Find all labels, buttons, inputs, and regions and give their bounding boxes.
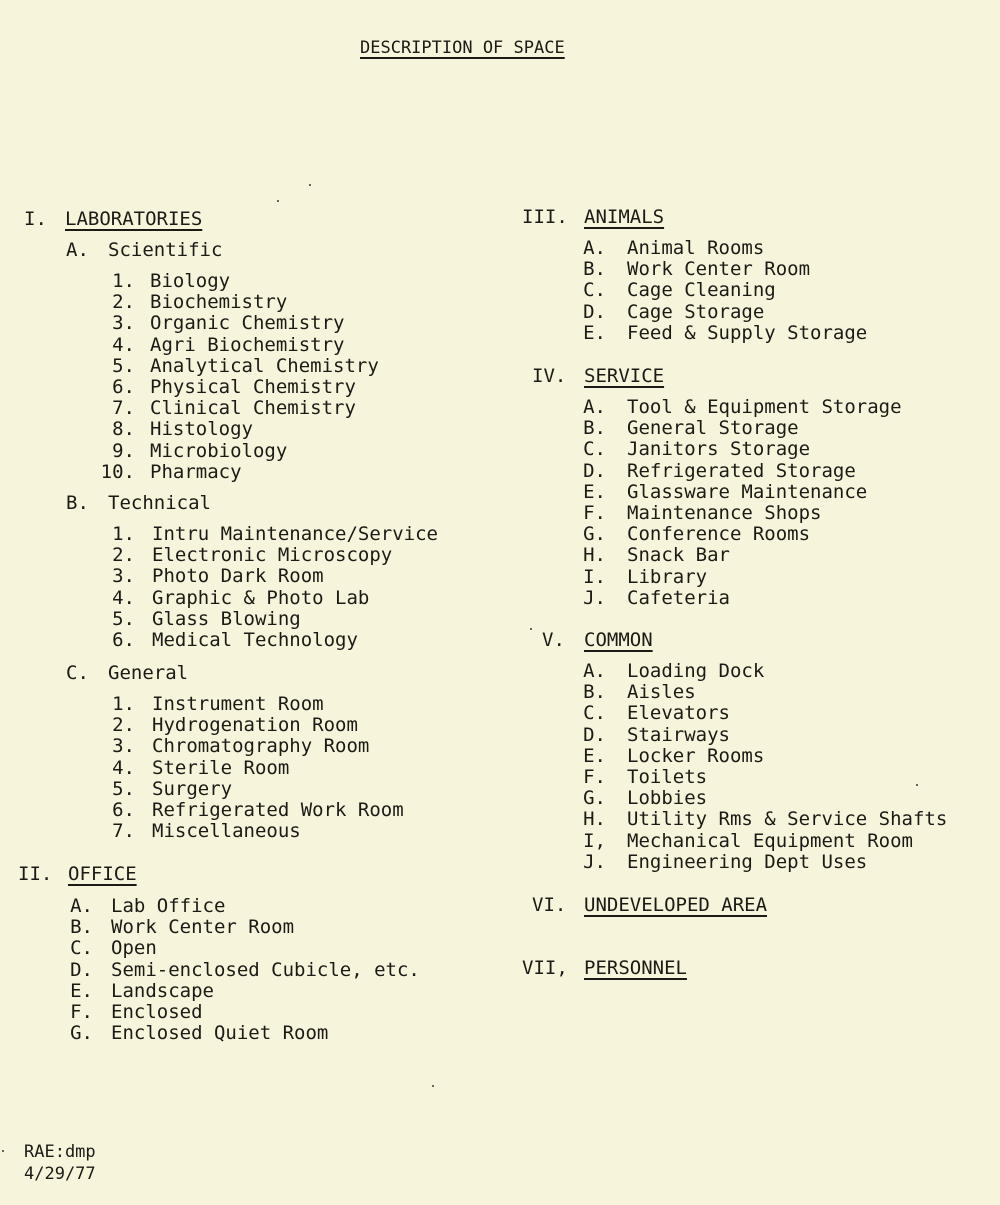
- list-item-label: Work Center Room: [111, 916, 295, 939]
- list-item-label: Mechanical Equipment Room: [627, 829, 913, 852]
- list-item-label: Histology: [150, 418, 253, 441]
- scan-speck: [916, 784, 918, 786]
- list-item-marker: F.: [583, 502, 606, 524]
- list-item-label: Clinical Chemistry: [150, 397, 356, 420]
- list-item-label: Animal Rooms: [627, 237, 765, 259]
- list-item-marker: 3.: [112, 565, 135, 588]
- list-item-marker: E.: [583, 480, 606, 503]
- scan-speck: [309, 184, 311, 186]
- list-item-label: Microbiology: [150, 439, 288, 462]
- list-item-marker: J.: [583, 850, 606, 873]
- list-item-label: General Storage: [627, 417, 799, 440]
- list-item-label: Biology: [150, 270, 231, 292]
- list-item-marker: 5.: [112, 607, 135, 630]
- list-item-marker: E.: [583, 321, 606, 344]
- section-heading-laboratories: LABORATORIES: [65, 208, 203, 230]
- subsection-heading-technical: Technical: [108, 492, 211, 514]
- list-item-marker: F.: [583, 766, 606, 788]
- list-item-label: Photo Dark Room: [152, 565, 324, 588]
- list-item-marker: G.: [70, 1022, 93, 1045]
- list-item-label: Conference Rooms: [627, 523, 811, 546]
- section-numeral: VII,: [522, 957, 568, 979]
- list-item-label: Electronic Microscopy: [152, 544, 393, 567]
- list-item-label: Physical Chemistry: [150, 376, 356, 398]
- list-item-label: Open: [111, 937, 157, 960]
- list-item-label: Sterile Room: [152, 756, 290, 779]
- list-item-marker: J.: [583, 586, 606, 609]
- scan-speck: [432, 1085, 434, 1087]
- list-item-marker: 8.: [112, 418, 135, 441]
- list-item-marker: 4.: [112, 586, 135, 609]
- subsection-heading-general: General: [108, 662, 189, 684]
- list-item-label: Refrigerated Storage: [627, 459, 856, 482]
- list-item-marker: 2.: [112, 544, 135, 567]
- section-numeral: V.: [542, 629, 565, 651]
- list-item-marker: C.: [583, 438, 606, 461]
- section-numeral: IV.: [532, 365, 567, 387]
- list-item-label: Medical Technology: [152, 629, 358, 651]
- list-item-marker: I.: [583, 565, 606, 588]
- list-item-marker: E.: [70, 979, 93, 1002]
- scan-speck: [277, 200, 279, 202]
- list-item-marker: 1.: [112, 693, 135, 715]
- list-item-marker: D.: [70, 958, 93, 981]
- section-numeral: II.: [18, 863, 53, 885]
- list-item-label: Enclosed Quiet Room: [111, 1022, 329, 1045]
- list-item-marker: D.: [583, 459, 606, 482]
- section-numeral: VI.: [532, 894, 567, 916]
- list-item-marker: 1.: [112, 270, 135, 292]
- scan-speck: [2, 1150, 4, 1152]
- list-item-label: Enclosed: [111, 1001, 203, 1023]
- list-item-marker: B.: [583, 681, 606, 704]
- section-heading-service: SERVICE: [584, 365, 665, 387]
- list-item-label: Miscellaneous: [152, 820, 301, 843]
- list-item-label: Organic Chemistry: [150, 312, 345, 335]
- list-item-label: Landscape: [111, 979, 214, 1002]
- list-item-label: Lobbies: [627, 787, 708, 810]
- list-item-marker: C.: [583, 279, 606, 302]
- scan-speck: [530, 628, 532, 630]
- list-item-marker: C.: [70, 937, 93, 960]
- list-item-label: Semi-enclosed Cubicle, etc.: [111, 958, 420, 981]
- list-item-marker: D.: [583, 723, 606, 746]
- list-item-marker: 9.: [112, 439, 135, 462]
- list-item-label: Engineering Dept Uses: [627, 850, 868, 873]
- list-item-marker: 10.: [100, 460, 135, 483]
- section-numeral: III.: [522, 206, 568, 228]
- list-item-label: Intru Maintenance/Service: [152, 523, 438, 545]
- list-item-label: Agri Biochemistry: [150, 333, 345, 356]
- list-item-label: Cage Storage: [627, 300, 765, 323]
- list-item-marker: A.: [70, 895, 93, 917]
- list-item-marker: H.: [583, 808, 606, 831]
- list-item-marker: B.: [70, 916, 93, 939]
- list-item-label: Lab Office: [111, 895, 226, 917]
- list-item-marker: G.: [583, 523, 606, 546]
- footer-date: 4/29/77: [24, 1164, 96, 1184]
- list-item-label: Elevators: [627, 702, 730, 725]
- subsection-letter: A.: [66, 239, 89, 261]
- list-item-label: Glass Blowing: [152, 607, 301, 630]
- section-numeral: I.: [24, 208, 47, 230]
- list-item-label: Chromatography Room: [152, 735, 370, 758]
- list-item-marker: A.: [583, 237, 606, 259]
- list-item-label: Toilets: [627, 766, 708, 788]
- list-item-label: Locker Rooms: [627, 744, 765, 767]
- list-item-label: Snack Bar: [627, 544, 730, 567]
- list-item-marker: 2.: [112, 714, 135, 737]
- list-item-marker: H.: [583, 544, 606, 567]
- list-item-label: Stairways: [627, 723, 730, 746]
- list-item-label: Loading Dock: [627, 660, 765, 682]
- list-item-marker: F.: [70, 1001, 93, 1023]
- subsection-letter: B.: [66, 492, 89, 514]
- list-item-marker: D.: [583, 300, 606, 323]
- list-item-marker: 4.: [112, 333, 135, 356]
- list-item-label: Tool & Equipment Storage: [627, 396, 902, 418]
- footer-initials: RAE:dmp: [24, 1142, 96, 1162]
- section-heading-animals: ANIMALS: [584, 206, 665, 228]
- list-item-label: Refrigerated Work Room: [152, 799, 404, 821]
- list-item-marker: 2.: [112, 291, 135, 314]
- list-item-marker: G.: [583, 787, 606, 810]
- list-item-label: Hydrogenation Room: [152, 714, 358, 737]
- list-item-marker: 3.: [112, 312, 135, 335]
- section-heading-office: OFFICE: [68, 863, 137, 885]
- list-item-marker: 6.: [112, 629, 135, 651]
- list-item-marker: I,: [583, 829, 606, 852]
- list-item-label: Janitors Storage: [627, 438, 811, 461]
- list-item-label: Analytical Chemistry: [150, 354, 379, 377]
- list-item-label: Instrument Room: [152, 693, 324, 715]
- list-item-label: Graphic & Photo Lab: [152, 586, 370, 609]
- list-item-marker: 4.: [112, 756, 135, 779]
- list-item-label: Pharmacy: [150, 460, 242, 483]
- list-item-label: Glassware Maintenance: [627, 480, 868, 503]
- list-item-marker: 5.: [112, 777, 135, 800]
- list-item-label: Utility Rms & Service Shafts: [627, 808, 948, 831]
- section-heading-personnel: PERSONNEL: [584, 957, 687, 979]
- list-item-marker: E.: [583, 744, 606, 767]
- list-item-label: Cage Cleaning: [627, 279, 776, 302]
- list-item-label: Aisles: [627, 681, 696, 704]
- list-item-label: Biochemistry: [150, 291, 288, 314]
- section-heading-common: COMMON: [584, 629, 653, 651]
- list-item-label: Surgery: [152, 777, 233, 800]
- subsection-letter: C.: [66, 662, 89, 684]
- list-item-marker: 1.: [112, 523, 135, 545]
- list-item-marker: 5.: [112, 354, 135, 377]
- list-item-label: Cafeteria: [627, 586, 730, 609]
- list-item-label: Library: [627, 565, 708, 588]
- list-item-marker: C.: [583, 702, 606, 725]
- list-item-marker: 6.: [112, 799, 135, 821]
- subsection-heading-scientific: Scientific: [108, 239, 223, 261]
- list-item-marker: 3.: [112, 735, 135, 758]
- list-item-label: Work Center Room: [627, 258, 811, 281]
- list-item-marker: 7.: [112, 820, 135, 843]
- list-item-marker: A.: [583, 660, 606, 682]
- section-heading-undeveloped-area: UNDEVELOPED AREA: [584, 894, 768, 916]
- list-item-label: Maintenance Shops: [627, 502, 822, 524]
- list-item-label: Feed & Supply Storage: [627, 321, 868, 344]
- list-item-marker: A.: [583, 396, 606, 418]
- list-item-marker: B.: [583, 417, 606, 440]
- list-item-marker: 6.: [112, 376, 135, 398]
- page-title: DESCRIPTION OF SPACE: [360, 38, 565, 58]
- list-item-marker: 7.: [112, 397, 135, 420]
- list-item-marker: B.: [583, 258, 606, 281]
